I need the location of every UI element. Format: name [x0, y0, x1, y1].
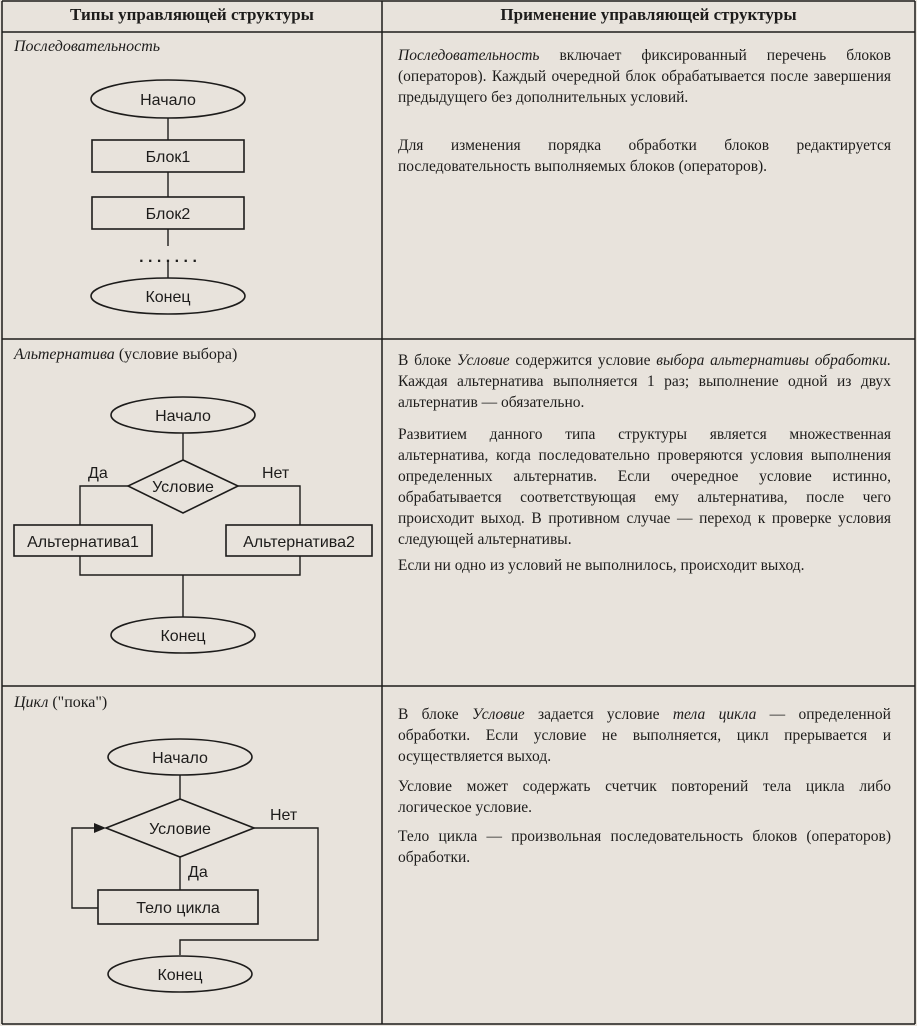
text-part-em: Условие: [472, 706, 525, 723]
loop-yes-label: Да: [188, 864, 208, 881]
text-part: Каждая альтернатива выполняется 1 раз; выполнение одной из двух альтернатив — обязательно.: [398, 373, 891, 411]
alt-end-label: Конец: [160, 628, 206, 645]
loop-start-label: Начало: [152, 750, 208, 767]
alt-yes-label: Да: [88, 465, 108, 482]
loop-flowchart: [72, 739, 318, 992]
seq-start-label: Начало: [140, 92, 196, 109]
row-title-rest: ("пока"): [48, 694, 108, 711]
text-part: В блоке: [398, 706, 472, 723]
row-title-loop: [14, 694, 107, 712]
sequence-paragraph-2: Для изменения порядка обработки блоков редактируется последовательность выполняемых блоков (операторов).: [398, 137, 891, 175]
loop-paragraph-2: Условие может содержать счетчик повторений тела цикла либо логическое условие.: [398, 778, 891, 816]
text-part: задается условие: [524, 706, 673, 723]
header-col-usage: Применение управляющей структуры: [500, 5, 797, 24]
loop-condition-label: Условие: [149, 821, 211, 838]
loop-paragraph-1: [398, 704, 891, 767]
sequence-desc: включает фиксированный перечень блоков (операторов). Каждый очередной блок обрабатывается после завершения предыдущего без дополнительных условий.: [398, 47, 891, 106]
loop-body-label: Тело цикла: [136, 900, 220, 917]
alt-start-label: Начало: [155, 408, 211, 425]
row-title-em: Последовательность: [14, 38, 161, 55]
sequence-flowchart: [91, 80, 245, 314]
row-title-rest: (условие выбора): [114, 346, 238, 363]
text-part: содержится условие: [509, 352, 657, 369]
alt-condition-label: Условие: [152, 479, 214, 496]
alt-no-label: Нет: [262, 465, 290, 482]
row-title-sequence: [14, 38, 160, 56]
loop-paragraph-3: Тело цикла — произвольная последовательность блоков (операторов) обработки.: [398, 828, 891, 866]
sequence-term: Последовательность: [398, 47, 540, 64]
alternative-flowchart: [14, 397, 372, 653]
seq-block1-label: Блок1: [145, 149, 191, 166]
alternative-paragraph-1: [398, 350, 891, 413]
alt1-label: Альтернатива1: [27, 534, 139, 551]
text-part: — определенной обработки. Если условие не выполняется, цикл прерывается и осуществляется выход.: [398, 706, 891, 765]
row-title-em: Цикл: [14, 694, 49, 711]
row-title-em: Альтернатива: [14, 346, 115, 363]
alternative-paragraph-2: Развитием данного типа структуры является множественная альтернатива, когда последовательно проверяются условия выполнения определенных альтернатив. Если очередное условие истинно, обрабатывается соответствующая ему альтернатива, после чего происходит выход. В противном случае — переход к проверке условия следующей альтернативы.: [398, 426, 891, 548]
text-part: В блоке: [398, 352, 457, 369]
text-part-em: тела цикла: [672, 706, 757, 723]
text-part-em: Условие: [456, 352, 510, 369]
loop-end-label: Конец: [157, 967, 203, 984]
loop-no-label: Нет: [270, 807, 298, 824]
seq-end-label: Конец: [145, 289, 191, 306]
alternative-paragraph-3: Если ни одно из условий не выполнилось, происходит выход.: [398, 557, 805, 574]
header-col-types: Типы управляющей структуры: [70, 5, 314, 24]
sequence-paragraph-1: [398, 45, 891, 108]
row-title-alternative: [14, 346, 237, 364]
seq-dots: . . . . . . .: [139, 249, 197, 266]
seq-block2-label: Блок2: [145, 206, 191, 223]
text-part-em: выбора альтернативы обработки.: [656, 352, 891, 369]
alt2-label: Альтернатива2: [243, 534, 355, 551]
